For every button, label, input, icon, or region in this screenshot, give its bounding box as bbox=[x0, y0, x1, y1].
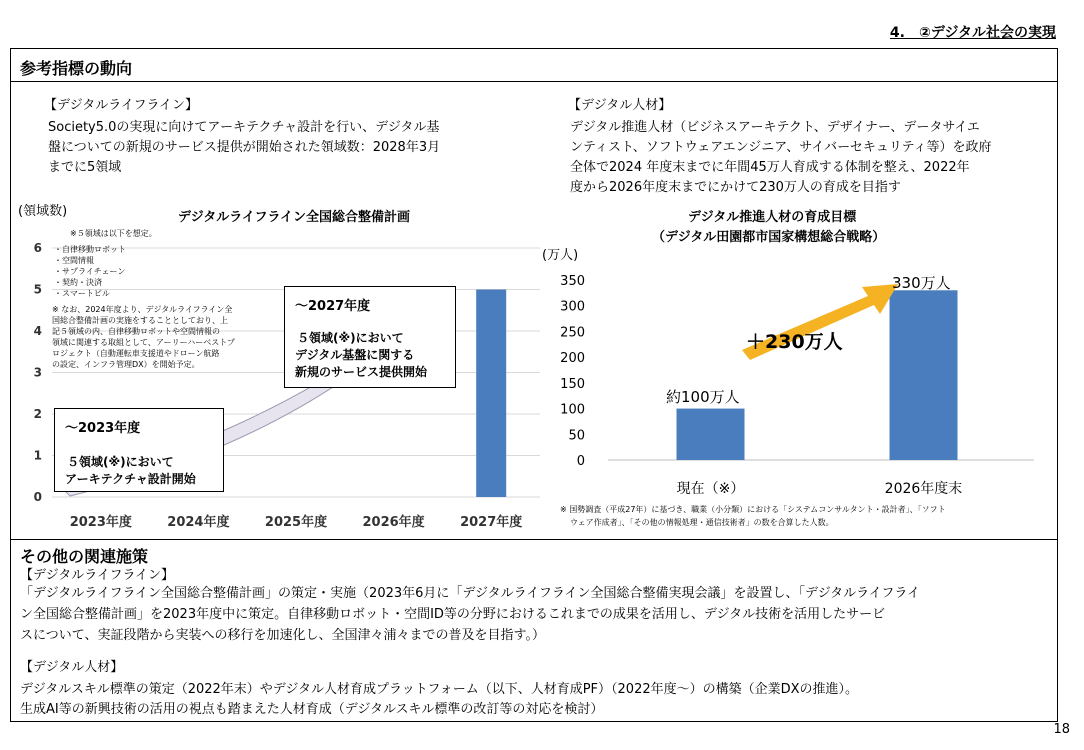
lifeline-y-tick: 5 bbox=[33, 282, 42, 297]
related-p2-1: デジタルスキル標準の策定（2022年末）やデジタル人材育成プラットフォーム（以下、人材育成PF）（2022年度～）の構築（企業DXの推進）。 bbox=[20, 682, 859, 697]
milestone-2023-box bbox=[54, 408, 224, 492]
lifeline-desc-2: 盤についての新規のサービス提供が開始された領域数：2028年3月 bbox=[48, 140, 441, 155]
note-item-1: ・自律移動ロボット bbox=[54, 245, 126, 254]
lifeline-y-tick: 1 bbox=[33, 448, 42, 463]
note-item-2: ・空間情報 bbox=[54, 256, 94, 265]
talent-unit: (万人) bbox=[542, 248, 579, 263]
lifeline-tag: 【デジタルライフライン】 bbox=[44, 98, 199, 113]
talent-y-tick: 150 bbox=[560, 376, 585, 392]
talent-label-current: 約100万人 bbox=[666, 388, 740, 406]
lifeline-chart-title: デジタルライフライン全国総合整備計画 bbox=[178, 210, 411, 225]
talent-increase: ＋230万人 bbox=[746, 331, 843, 353]
lifeline-unit: (領域数) bbox=[18, 204, 68, 219]
note-body-2: 国総合整備計画の実施をすることとしており、上 bbox=[52, 316, 228, 325]
milestone-2027-line2: デジタル基盤に関する bbox=[295, 348, 415, 362]
related-p1-2: ン全国総合整備計画」を2023年度中に策定。自律移動ロボット・空間ID等の分野におけるこれまでの成果を活用し、デジタル技術を活用したサービ bbox=[20, 607, 886, 622]
related-p2-2: 生成AI等の新興技術の活用の視点も踏まえた人材育成（デジタルスキル標準の改訂等の対応を検討） bbox=[20, 702, 604, 717]
talent-bar bbox=[890, 290, 958, 460]
talent-desc-3: 全体で2024 年度末までに年間45万人育成する体制を整え、2022年 bbox=[570, 160, 970, 175]
talent-tag: 【デジタル人材】 bbox=[568, 98, 672, 113]
lifeline-y-tick: 6 bbox=[33, 241, 42, 255]
note-item-3: ・サプライチェーン bbox=[54, 267, 126, 276]
lifeline-desc-3: までに5領域 bbox=[48, 160, 122, 175]
talent-y-tick: 300 bbox=[560, 299, 585, 315]
lifeline-x-label: 2026年度 bbox=[362, 515, 425, 530]
talent-y-tick: 0 bbox=[576, 454, 585, 469]
lifeline-y-tick: 2 bbox=[33, 407, 42, 421]
lifeline-x-label: 2024年度 bbox=[167, 515, 230, 530]
note-body-4: 領域に関連する取組として、アーリーハーベストプ bbox=[52, 338, 235, 347]
note-title: ※５領域は以下を想定。 bbox=[70, 229, 157, 238]
talent-x-label: 現在（※） bbox=[676, 481, 745, 497]
talent-chart-title-1: デジタル推進人材の育成目標 bbox=[688, 210, 857, 225]
lifeline-y-tick: 4 bbox=[33, 324, 42, 338]
lifeline-x-label: 2025年度 bbox=[264, 515, 328, 530]
lifeline-bar bbox=[476, 290, 506, 498]
section-header: 4. ②デジタル社会の実現 bbox=[889, 25, 1056, 41]
talent-y-tick: 250 bbox=[560, 325, 585, 341]
talent-y-tick: 50 bbox=[568, 428, 585, 444]
milestone-2027-box bbox=[284, 286, 456, 388]
note-body-1: ※ なお、2024年度より、デジタルライフライン全 bbox=[52, 305, 233, 314]
note-body-6: の設定、インフラ管理DX）を開始予定。 bbox=[52, 360, 200, 369]
lifeline-y-tick: 0 bbox=[33, 490, 42, 504]
note-item-4: ・契約・決済 bbox=[54, 278, 102, 287]
talent-footnote-2: ウェア作成者」、「その他の情報処理・通信技術者」の数を合算した人数。 bbox=[570, 518, 834, 527]
panel-title: 参考指標の動向 bbox=[20, 59, 133, 78]
lifeline-x-label: 2027年度 bbox=[460, 515, 523, 530]
milestone-2023-line2: アーキテクチャ設計開始 bbox=[65, 472, 196, 486]
related-p1-1: 「デジタルライフライン全国総合整備計画」の策定・実施（2023年6月に「デジタルライフライン全国総合整備実現会議」を設置し、「デジタルライフライ bbox=[20, 586, 921, 601]
related-tag-2: 【デジタル人材】 bbox=[20, 660, 124, 675]
lifeline-x-label: 2023年度 bbox=[69, 515, 132, 530]
milestone-2027-line3: 新規のサービス提供開始 bbox=[295, 365, 428, 379]
talent-label-target: 330万人 bbox=[892, 274, 951, 292]
milestone-2023-head: ～2023年度 bbox=[65, 421, 141, 436]
talent-y-tick: 350 bbox=[560, 274, 585, 289]
milestone-2023-line1: ５領域(※)において bbox=[67, 455, 174, 469]
lifeline-desc-1: Society5.0の実現に向けてアーキテクチャ設計を行い、デジタル基 bbox=[48, 120, 440, 135]
talent-y-tick: 100 bbox=[560, 402, 585, 418]
talent-footnote-1: ※ 国勢調査（平成27年）に基づき、職業（小分類）における「システムコンサルタント・設計者」、「ソフト bbox=[560, 505, 946, 514]
talent-desc-1: デジタル推進人材（ビジネスアーキテクト、デザイナー、データサイエ bbox=[570, 120, 980, 135]
note-body-3: 記５領域の内、自律移動ロボットや空間情報の bbox=[52, 327, 220, 336]
milestone-2027-head: ～2027年度 bbox=[295, 299, 371, 314]
page-number: 18 bbox=[1053, 722, 1070, 737]
talent-bar bbox=[677, 409, 745, 460]
lifeline-y-tick: 3 bbox=[33, 365, 42, 380]
talent-desc-4: 度から2026年度末までにかけて230万人の育成を目指す bbox=[570, 180, 901, 195]
talent-desc-2: ンティスト、ソフトウェアエンジニア、サイバーセキュリティ等）を政府 bbox=[570, 140, 992, 155]
related-tag-1: 【デジタルライフライン】 bbox=[20, 568, 175, 583]
related-p1-3: スについて、実証段階から実装への移行を加速化し、全国津々浦々までの普及を目指す。） bbox=[20, 628, 545, 643]
talent-x-label: 2026年度末 bbox=[884, 481, 963, 497]
talent-chart-title-2: （デジタル田園都市国家構想総合戦略） bbox=[652, 230, 886, 245]
milestone-2027-line1: ５領域(※)において bbox=[297, 331, 404, 345]
note-body-5: ロジェクト（自動運転車支援道やドローン航路 bbox=[52, 349, 220, 358]
note-item-5: ・スマートビル bbox=[54, 289, 110, 298]
related-title: その他の関連施策 bbox=[20, 547, 149, 566]
talent-y-tick: 200 bbox=[560, 351, 585, 367]
